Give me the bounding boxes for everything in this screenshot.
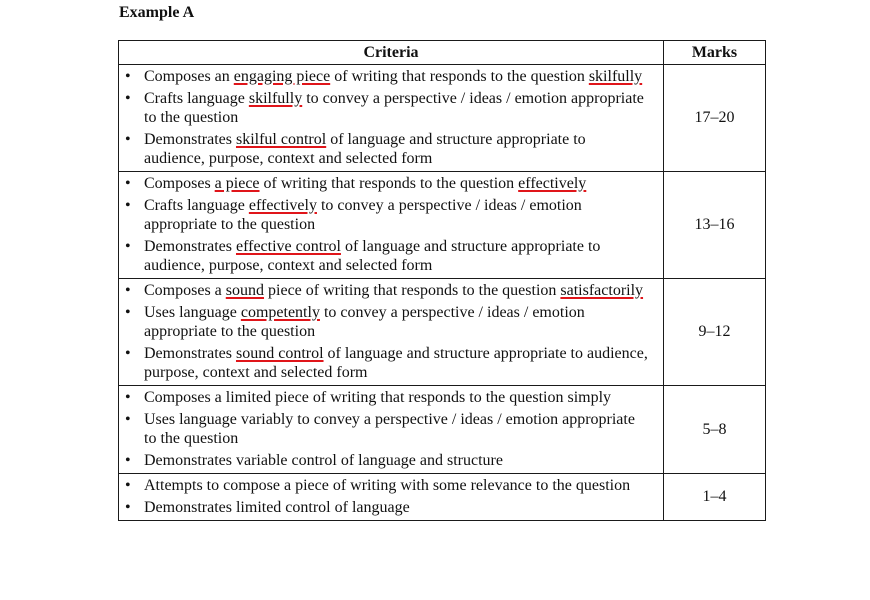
criterion-text: to convey a perspective / ideas / emotion appropriate to the question	[144, 90, 644, 126]
criterion-text: Composes an	[144, 68, 234, 85]
criteria-cell	[119, 172, 664, 279]
criterion-item	[119, 476, 663, 495]
criterion-text: Demonstrates	[144, 345, 236, 362]
criterion-item	[119, 174, 663, 193]
highlighted-term: sound	[225, 282, 265, 299]
highlighted-term: satisfactorily	[560, 282, 644, 299]
table-row	[119, 65, 766, 172]
criterion-item	[119, 410, 663, 448]
criterion-text: Uses language variably to convey a perspective / ideas / emotion appropriate to the question	[144, 411, 635, 447]
criterion-item	[119, 281, 663, 300]
marks-range: 13–16	[664, 172, 766, 279]
criterion-item	[119, 89, 663, 127]
table-row	[119, 279, 766, 386]
marks-range: 5–8	[664, 386, 766, 474]
criterion-item	[119, 237, 663, 275]
criteria-header: Criteria	[119, 41, 664, 65]
criterion-text: piece of writing that responds to the question	[264, 282, 561, 299]
criterion-text: to convey a perspective / ideas / emotion appropriate to the question	[144, 304, 585, 340]
criterion-text: of language and structure appropriate to audience, purpose, context and selected form	[144, 131, 586, 167]
criteria-list	[119, 281, 663, 382]
highlighted-term: skilfully	[248, 90, 303, 107]
criterion-text: Crafts language	[144, 90, 249, 107]
highlighted-term: sound control	[235, 345, 324, 362]
criteria-list	[119, 174, 663, 275]
marks-range: 1–4	[664, 474, 766, 521]
table-body	[119, 65, 766, 521]
criteria-list	[119, 476, 663, 517]
criterion-item	[119, 498, 663, 517]
marks-header: Marks	[664, 41, 766, 65]
highlighted-term: a piece	[214, 175, 260, 192]
highlighted-term: skilful control	[235, 131, 327, 148]
marks-range: 9–12	[664, 279, 766, 386]
criterion-text: Composes a limited piece of writing that responds to the question simply	[144, 389, 612, 406]
criterion-text: Attempts to compose a piece of writing with some relevance to the question	[144, 477, 631, 494]
table-header-row	[119, 41, 766, 65]
table-row	[119, 386, 766, 474]
highlighted-term: effectively	[518, 175, 587, 192]
marking-criteria-table	[118, 40, 766, 521]
highlighted-term: skilfully	[588, 68, 643, 85]
criterion-text: of language and structure appropriate to audience, purpose, context and selected form	[144, 345, 648, 381]
criteria-list	[119, 388, 663, 470]
criteria-cell	[119, 65, 664, 172]
criterion-item	[119, 196, 663, 234]
highlighted-term: effective control	[235, 238, 341, 255]
criterion-item	[119, 451, 663, 470]
criteria-cell	[119, 279, 664, 386]
criterion-text: Demonstrates limited control of language	[144, 499, 410, 516]
marks-range: 17–20	[664, 65, 766, 172]
criterion-text: Demonstrates variable control of language and structure	[144, 452, 503, 469]
criterion-text: of language and structure appropriate to audience, purpose, context and selected form	[144, 238, 601, 274]
criterion-text: of writing that responds to the question	[330, 68, 589, 85]
example-title: Example A	[119, 4, 195, 21]
criterion-text: Composes a	[144, 282, 226, 299]
criteria-list	[119, 67, 663, 168]
criteria-cell	[119, 386, 664, 474]
criterion-text: of writing that responds to the question	[259, 175, 519, 192]
criterion-item	[119, 67, 663, 86]
criterion-text: Uses language	[144, 304, 241, 321]
highlighted-term: engaging piece	[233, 68, 331, 85]
criterion-item	[119, 130, 663, 168]
criterion-text: Composes	[144, 175, 215, 192]
criterion-item	[119, 344, 663, 382]
criterion-text: to convey a perspective / ideas / emotion appropriate to the question	[144, 197, 582, 233]
criterion-text: Demonstrates	[144, 238, 236, 255]
criterion-text: Crafts language	[144, 197, 249, 214]
highlighted-term: competently	[240, 304, 320, 321]
criterion-item	[119, 303, 663, 341]
criterion-item	[119, 388, 663, 407]
criteria-cell	[119, 474, 664, 521]
criterion-text: Demonstrates	[144, 131, 236, 148]
table-row	[119, 172, 766, 279]
highlighted-term: effectively	[248, 197, 317, 214]
table-row	[119, 474, 766, 521]
